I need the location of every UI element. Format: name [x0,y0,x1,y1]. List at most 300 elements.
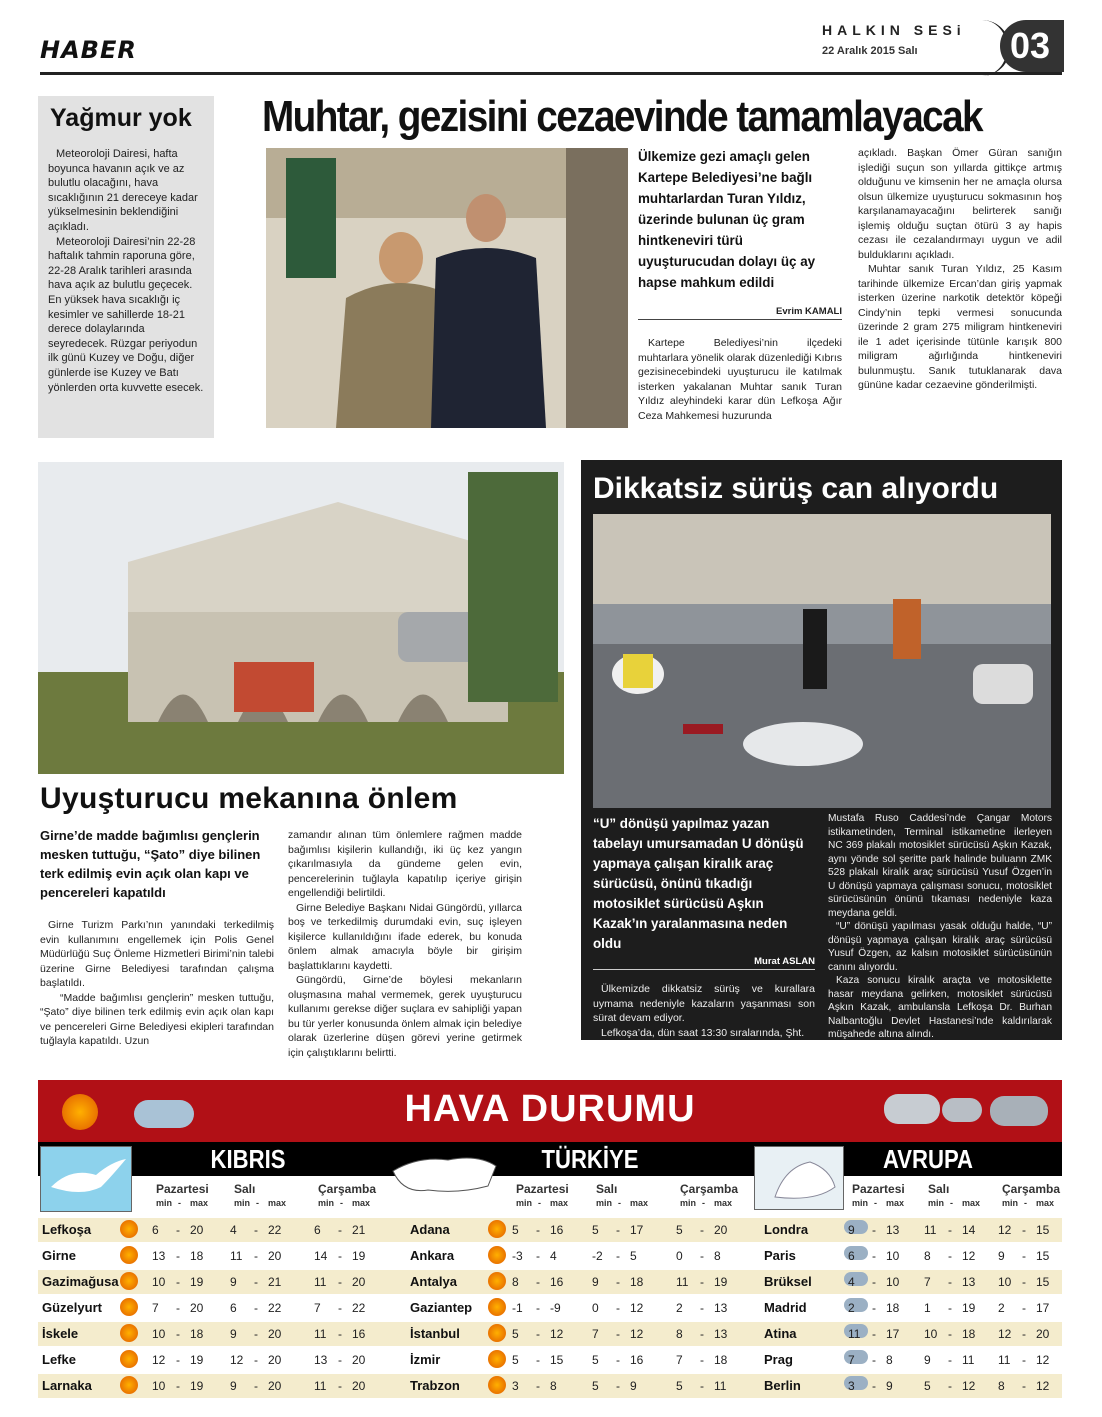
story2-lead: Girne’de madde bağımlısı gençlerin mesken tuttuğu, “Şato” diye bilinen terk edilmiş evin açık olan kapı ve pencereleri kapatıldı [40,828,261,900]
min-value: 10 [924,1327,938,1341]
max-value: 22 [352,1301,366,1315]
min-value: 10 [152,1327,166,1341]
max-value: 15 [1036,1249,1050,1263]
partly-cloudy-icon [120,1298,138,1316]
day-label: Pazartesi [516,1182,569,1196]
dash-label: - [950,1198,953,1208]
day-label: Pazartesi [852,1182,905,1196]
dash-label: - [700,1353,704,1367]
region-kibris: KIBRIS [172,1142,325,1176]
section-label: HABER [40,36,137,64]
min-value: 7 [592,1327,599,1341]
city-name: Paris [764,1248,796,1263]
story1-byline: Evrim KAMALI [638,306,842,320]
min-label: min [596,1198,613,1208]
dash-label: - [700,1327,704,1341]
city-name: Gaziantep [410,1300,473,1315]
partly-cloudy-icon [488,1324,506,1342]
max-value: 12 [962,1379,976,1393]
dash-label: - [254,1327,258,1341]
partly-cloudy-icon [488,1350,506,1368]
max-value: 12 [630,1327,644,1341]
cloud-icon [134,1100,194,1128]
sidebar-paragraph: Meteoroloji Dairesi’nin 22-28 haftalık tahmin raporuna göre, 22-28 Aralık tarihleri arasında hava açık az bulutlu geçecek. En yüksek hava sıcaklığı iç kesimler ve sahillerde 18-21 derece dolaylarında seyredecek. Rüzgar periyodun ilk günü Kuzey ve Doğu, diğer günlerde ise Kuzey ve Batı yönlerden orta kuvvette esecek. [48,235,204,394]
dash-label: - [872,1327,876,1341]
dash-label: - [338,1301,342,1315]
dash-label: - [254,1379,258,1393]
page-number: 03 [1000,20,1064,72]
dash-label: - [616,1301,620,1315]
thunderstorm-icon [884,1094,940,1124]
min-value: 3 [848,1379,855,1393]
min-value: 12 [152,1353,166,1367]
max-value: 20 [268,1379,282,1393]
dash-label: - [338,1379,342,1393]
min-value: 4 [230,1223,237,1237]
dash-label: - [700,1379,704,1393]
min-value: 2 [998,1301,1005,1315]
dash-label: - [616,1327,620,1341]
city-name: Güzelyurt [42,1300,102,1315]
min-value: 5 [924,1379,931,1393]
city-name: Atina [764,1326,797,1341]
dash-label: - [616,1379,620,1393]
min-value: 5 [512,1327,519,1341]
max-value: 22 [268,1301,282,1315]
city-name: Trabzon [410,1378,460,1393]
min-value: 11 [314,1379,327,1393]
dash-label: - [948,1275,952,1289]
max-value: 19 [714,1275,728,1289]
dash-label: - [176,1327,180,1341]
city-name: Gazimağusa [42,1274,119,1289]
max-value: 8 [550,1379,557,1393]
city-name: Larnaka [42,1378,92,1393]
min-value: 2 [848,1301,855,1315]
max-label: max [268,1198,287,1208]
story2-photo [38,462,564,774]
dash-label: - [536,1301,540,1315]
dash-label: - [1022,1353,1026,1367]
issue-date: 22 Aralık 2015 Salı [822,45,918,57]
min-label: min [852,1198,869,1208]
min-value: 11 [676,1275,689,1289]
day-label: Çarşamba [318,1182,377,1196]
min-value: 8 [512,1275,519,1289]
dash-label: - [872,1223,876,1237]
city-name: Antalya [410,1274,457,1289]
min-value: 9 [230,1327,237,1341]
max-value: 22 [268,1223,282,1237]
max-value: 20 [268,1353,282,1367]
newspaper-name: HALKIN SESi [822,22,966,38]
dash-label: - [176,1275,180,1289]
max-value: 16 [630,1353,644,1367]
dash-label: - [1022,1249,1026,1263]
min-value: 0 [676,1249,683,1263]
story2-body: Girne Turizm Parkı’nın yanındaki terkedilmiş evin kullanımını engellemek için Polis Genel Müdürlüğü Suç Önleme Hizmetleri Birimi’nin talebi üzerine Girne Belediyesi tarafından çalışma başlatıldı. “Madde bağımlısı gençlerin” mesken tuttuğu, “Şato” diye bilinen terk edilmiş evin açık olan kapı ve pencereleri Girne Belediyesi ekipleri tarafından tuğlayla kapatıldı. Uzun [40,919,274,1047]
min-value: 6 [230,1301,237,1315]
story3-lead: “U” dönüşü yapılmaz yazan tabelayı umursamadan U dönüşü yapmaya çalışan kiralık araç sürücüsü, önünü tıkadığı motosiklet sürücüsü Aşkın Kazak’ın yaralanmasına neden oldu [593,816,804,951]
dash-label: - [338,1353,342,1367]
europe-map-icon [754,1146,844,1210]
story2-headline: Uyuşturucu mekanına önlem [40,782,458,815]
min-value: -3 [512,1249,523,1263]
min-value: 8 [998,1379,1005,1393]
min-value: 9 [592,1275,599,1289]
dash-label: - [254,1249,258,1263]
story3-body: Ülkemizde dikkatsiz sürüş ve kurallara uymama nedeniyle kazaların yaşanması son sürat devam ediyor. Lefkoşa’da, dün saat 13:30 sıralarında, Şht. [593,983,815,1039]
dash-label: - [700,1223,704,1237]
story1-body: açıkladı. Başkan Ömer Güran sanığın işlediği suçun son yıllarda gittikçe artmış olduğunu ve kimsenin her ne amaçla olursa olsun ülkemize uyuşturucu sokmasının hoş karşılanamayacağını belirterek sanığı işlemiş olduğu suçtan ötürü 3 ay hapis cezası ile cezalandırmayı uygun ve adil bulduklarını açıkladı. Muhtar sanık Turan Yıldız, 25 Kasım tarihinde ülkemize Ercan’dan giriş yapmak isterken üzerine narkotik detektör köpeği Cindy’nin tepki vermesi sonucunda üzerinde 2 gram 275 miligram hintkeneviri ile 1 adet içerisinde tütünle karışık 800 miligram ağırlığında hintkeneviri bulunmuştu. Sanık tutuklanarak dava gününe kadar cezaevine gönderilmişti. [858,147,1062,391]
dash-label: - [254,1223,258,1237]
city-name: Londra [764,1222,809,1237]
story1-headline: Muhtar, gezisini cezaevinde tamamlayacak [262,92,983,141]
max-value: 20 [268,1327,282,1341]
sidebar-paragraph: Meteoroloji Dairesi, hafta boyunca havanın açık ve az bulutlu olacağını, hava sıcaklığının 21 dereceye kadar yükselmesinin beklendiğini açıkladı. [48,148,198,233]
max-value: 16 [352,1327,366,1341]
min-value: 7 [676,1353,683,1367]
header-rule [40,72,1062,75]
accident-photo-illustration [593,514,1051,808]
max-value: 17 [886,1327,900,1341]
dash-label: - [874,1198,877,1208]
min-value: 13 [152,1249,166,1263]
region-avrupa: AVRUPA [852,1142,1005,1176]
max-label: max [714,1198,733,1208]
city-name: Brüksel [764,1274,812,1289]
partly-cloudy-icon [120,1324,138,1342]
max-value: 15 [550,1353,564,1367]
building-photo-illustration [38,462,564,774]
max-label: max [886,1198,905,1208]
max-value: 14 [962,1223,976,1237]
max-value: 20 [190,1223,204,1237]
dash-label: - [700,1249,704,1263]
city-name: İzmir [410,1352,441,1367]
max-value: 8 [886,1353,893,1367]
max-label: max [550,1198,569,1208]
story3-byline: Murat ASLAN [593,956,815,970]
min-value: 0 [592,1301,599,1315]
max-value: 18 [962,1327,976,1341]
dash-label: - [254,1301,258,1315]
city-name: Adana [410,1222,450,1237]
dash-label: - [872,1249,876,1263]
partly-cloudy-icon [488,1272,506,1290]
min-value: 12 [998,1223,1012,1237]
dash-label: - [948,1379,952,1393]
min-value: 7 [152,1301,159,1315]
max-value: 16 [550,1223,564,1237]
weather-title: HAVA DURUMU [404,1088,696,1130]
max-value: 17 [630,1223,644,1237]
min-value: 10 [152,1379,166,1393]
region-turkiye: TÜRKİYE [514,1142,667,1176]
partly-cloudy-icon [120,1246,138,1264]
max-label: max [630,1198,649,1208]
dash-label: - [1022,1301,1026,1315]
partly-cloudy-icon [120,1220,138,1238]
min-value: 5 [676,1379,683,1393]
partly-cloudy-icon [120,1376,138,1394]
dash-label: - [256,1198,259,1208]
turkey-map-icon [388,1146,498,1206]
arrest-photo-illustration [266,148,628,428]
max-value: 12 [1036,1353,1050,1367]
day-label: Salı [234,1182,256,1196]
city-name: Berlin [764,1378,801,1393]
min-value: 5 [592,1353,599,1367]
max-value: 12 [550,1327,564,1341]
dash-label: - [700,1301,704,1315]
min-value: 9 [998,1249,1005,1263]
min-label: min [156,1198,173,1208]
rain-cloud-icon [990,1096,1048,1126]
max-value: 16 [550,1275,564,1289]
min-value: 11 [314,1275,327,1289]
max-value: 5 [630,1249,637,1263]
max-value: 13 [886,1223,900,1237]
min-label: min [928,1198,945,1208]
dash-label: - [1022,1223,1026,1237]
city-name: Lefke [42,1352,76,1367]
dash-label: - [616,1275,620,1289]
partly-cloudy-icon [488,1246,506,1264]
day-label: Pazartesi [156,1182,209,1196]
day-label: Salı [596,1182,618,1196]
dash-label: - [700,1275,704,1289]
dash-label: - [1024,1198,1027,1208]
min-value: 9 [230,1379,237,1393]
partly-cloudy-icon [488,1298,506,1316]
dash-label: - [178,1198,181,1208]
dash-label: - [338,1275,342,1289]
min-label: min [680,1198,697,1208]
dash-label: - [872,1301,876,1315]
min-value: 2 [676,1301,683,1315]
min-value: 1 [924,1301,931,1315]
dash-label: - [536,1223,540,1237]
min-value: 9 [924,1353,931,1367]
min-value: 4 [848,1275,855,1289]
day-label: Çarşamba [1002,1182,1061,1196]
dash-label: - [1022,1275,1026,1289]
dash-label: - [948,1353,952,1367]
min-label: min [234,1198,251,1208]
dash-label: - [948,1327,952,1341]
dash-label: - [176,1223,180,1237]
partly-cloudy-icon [120,1272,138,1290]
min-value: 5 [676,1223,683,1237]
story2-body: zamandır alınan tüm önlemlere rağmen madde bağımlısı kişilerin kullandığı, iki üç kez yangın çıkarılmasıyla da gündeme gelen evin, pencerelerinin tuğlayla kapatılıp içeriye girişin engellendiği belirtildi. Girne Belediye Başkanı Nidai Güngördü, yıllarca boş ve terkedilmiş durumdaki evin, suç işleyen kişilerce kullanıldığını ifade ederek, bu konuda önlem almak amacıyla böyle bir girişim başlattıklarını kaydetti. Güngördü, Girne’de böylesi mekanların oluşmasına mahal vermemek, gerek uyuşturucu kullanımı gerekse diğer suçlara ev sahipliği yapan bu tür yerler konusunda önlem almak için belediye olarak üzerlerine düşen görevi yerine getirmek için çalıştıklarını belirtti. [288,829,522,1059]
partly-cloudy-icon [488,1376,506,1394]
max-value: 13 [962,1275,976,1289]
dash-label: - [536,1275,540,1289]
dash-label: - [702,1198,705,1208]
max-value: 20 [714,1223,728,1237]
max-value: 21 [268,1275,282,1289]
dash-label: - [340,1198,343,1208]
dash-label: - [872,1353,876,1367]
partly-cloudy-icon [488,1220,506,1238]
max-value: 10 [886,1275,900,1289]
story3-photo [593,514,1051,808]
thunderstorm-icon [942,1098,982,1122]
min-value: 5 [512,1223,519,1237]
partly-cloudy-icon [120,1350,138,1368]
sidebar-title: Yağmur yok [50,104,192,132]
min-value: 14 [314,1249,328,1263]
max-value: 12 [1036,1379,1050,1393]
min-label: min [1002,1198,1019,1208]
dash-label: - [338,1249,342,1263]
min-value: 11 [998,1353,1011,1367]
min-value: 11 [314,1327,327,1341]
dash-label: - [536,1353,540,1367]
max-value: 19 [352,1249,366,1263]
max-label: max [1036,1198,1055,1208]
max-value: 9 [886,1379,893,1393]
city-name: Girne [42,1248,76,1263]
max-label: max [190,1198,209,1208]
city-name: İskele [42,1326,79,1341]
dash-label: - [872,1379,876,1393]
max-value: 13 [714,1327,728,1341]
dash-label: - [538,1198,541,1208]
max-value: 20 [190,1301,204,1315]
dash-label: - [948,1301,952,1315]
dash-label: - [176,1379,180,1393]
min-value: 3 [512,1379,519,1393]
max-value: 21 [352,1223,366,1237]
weather-panel [38,1080,1062,1416]
max-value: 19 [190,1353,204,1367]
max-value: 19 [190,1275,204,1289]
max-value: -9 [550,1301,561,1315]
min-value: 8 [924,1249,931,1263]
min-value: 5 [592,1379,599,1393]
min-value: 5 [512,1353,519,1367]
min-value: 6 [152,1223,159,1237]
dash-label: - [618,1198,621,1208]
min-value: 7 [924,1275,931,1289]
min-value: -2 [592,1249,603,1263]
story1-body: Kartepe Belediyesi’nin ilçedeki muhtarlara yönelik olarak düzenlediği Kıbrıs gezisinecebindeki uyuşturucu ile katılmak isterken yakalanan Muhtar sanık Turan Yıldız aleyhindeki karar dün Lefkoşa Ağır Ceza Mahkemesi huzurunda [638,337,842,422]
city-name: Ankara [410,1248,455,1263]
min-value: 10 [998,1275,1012,1289]
min-label: min [516,1198,533,1208]
dash-label: - [616,1249,620,1263]
max-value: 8 [714,1249,721,1263]
max-label: max [962,1198,981,1208]
max-value: 18 [630,1275,644,1289]
story1-lead: Ülkemize gezi amaçlı gelen Kartepe Belediyesi’ne bağlı muhtarlardan Turan Yıldız, üzerinde bulunan üç gram hintkeneviri türü uyuşturucudan dolayı üç ay hapse mahkum edildi [638,149,816,290]
max-value: 18 [886,1301,900,1315]
min-value: 12 [998,1327,1012,1341]
dash-label: - [176,1353,180,1367]
max-value: 19 [190,1379,204,1393]
max-value: 18 [190,1327,204,1341]
cyprus-map-icon [40,1146,132,1212]
city-name: Madrid [764,1300,807,1315]
max-value: 4 [550,1249,557,1263]
dash-label: - [948,1249,952,1263]
min-value: 9 [230,1275,237,1289]
max-value: 20 [352,1353,366,1367]
max-value: 11 [714,1379,727,1393]
dash-label: - [1022,1327,1026,1341]
max-value: 12 [962,1249,976,1263]
dash-label: - [616,1353,620,1367]
dash-label: - [254,1353,258,1367]
max-value: 18 [714,1353,728,1367]
max-value: 9 [630,1379,637,1393]
min-value: 12 [230,1353,244,1367]
max-value: 11 [962,1353,975,1367]
dash-label: - [176,1249,180,1263]
min-value: -1 [512,1301,523,1315]
min-value: 7 [314,1301,321,1315]
story1-photo [266,148,628,428]
max-value: 12 [630,1301,644,1315]
max-value: 13 [714,1301,728,1315]
max-value: 15 [1036,1223,1050,1237]
min-value: 11 [848,1327,861,1341]
dash-label: - [616,1223,620,1237]
min-value: 6 [314,1223,321,1237]
max-value: 18 [190,1249,204,1263]
max-value: 20 [268,1249,282,1263]
min-value: 7 [848,1353,855,1367]
min-value: 5 [592,1223,599,1237]
min-value: 13 [314,1353,328,1367]
max-value: 20 [1036,1327,1050,1341]
max-value: 10 [886,1249,900,1263]
city-name: Prag [764,1352,793,1367]
min-value: 11 [230,1249,243,1263]
min-value: 6 [848,1249,855,1263]
story3-body: Mustafa Ruso Caddesi’nde Çangar Motors istikametinden, Terminal istikametine ilerleyen NC 369 plakalı motosiklet sürücüsü Aşkın Kazak, aynı yönde sol şeritte park halinde buluann ZMK 528 plakalı kiralık araç sürücüsü Yusuf Özgen’in U dönüşü yapmaya çalışması sonucu, motosiklet sürücüsünün önünü tıkaması nedeniyle kaza meydana geldi. “U” dönüşü yapılması yasak olduğu halde, “U” dönüşü yapmaya çalışan kiralık araç sürücüsü Yusuf Özgen, az kalsın motosiklet sürücüsünün canını alıyordu. Kaza sonucu kiralık araçta ve motosiklette hasar meydana gelirken, motosiklet sürücüsü Aşkın Kazak, ambulansla Lefkoşa Dr. Burhan Nalbantoğlu Devlet Hastanesi’nde kaldırılarak müşahede altına alındı. [828,813,1052,1040]
max-value: 19 [962,1301,976,1315]
max-label: max [352,1198,371,1208]
dash-label: - [948,1223,952,1237]
city-name: İstanbul [410,1326,460,1341]
story3-headline: Dikkatsiz sürüş can alıyordu [593,472,999,505]
min-value: 8 [676,1327,683,1341]
dash-label: - [254,1275,258,1289]
day-label: Salı [928,1182,950,1196]
dash-label: - [536,1379,540,1393]
dash-label: - [536,1327,540,1341]
dash-label: - [536,1249,540,1263]
sun-icon [62,1094,98,1130]
dash-label: - [1022,1379,1026,1393]
dash-label: - [872,1275,876,1289]
max-value: 17 [1036,1301,1050,1315]
min-value: 9 [848,1223,855,1237]
min-value: 11 [924,1223,937,1237]
min-value: 10 [152,1275,166,1289]
max-value: 20 [352,1379,366,1393]
min-label: min [318,1198,335,1208]
dash-label: - [338,1327,342,1341]
dash-label: - [176,1301,180,1315]
max-value: 20 [352,1275,366,1289]
dash-label: - [338,1223,342,1237]
max-value: 15 [1036,1275,1050,1289]
day-label: Çarşamba [680,1182,739,1196]
